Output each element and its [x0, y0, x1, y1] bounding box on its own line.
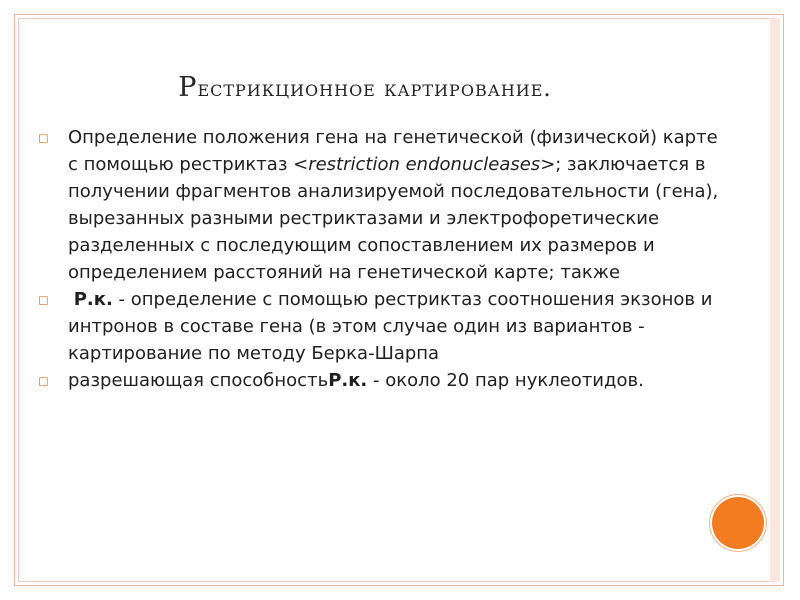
hollow-square-bullet-icon: ◻ — [38, 293, 49, 308]
right-accent-band — [770, 18, 780, 582]
bullet-item-definition — [38, 124, 728, 286]
bullet-item-resolution — [38, 367, 728, 394]
title-rest: естрикционное картирование. — [197, 76, 552, 102]
bullet-text-part: разрешающая способность — [68, 370, 329, 391]
title-initial: Р — [178, 72, 198, 103]
bullet-item-text — [68, 367, 728, 394]
bullet-text-part: >; заключается в получении фрагментов анализируемой последовательности (гена), вырезанных разными рестриктазами и электрофоретические разделенных с последующим сопоставлением их размеров и определением расстояний на генетической карте; также — [68, 154, 719, 283]
bullet-bold-term: Р.к. — [73, 289, 113, 310]
slide-title — [0, 72, 730, 103]
bullet-italic-term: restriction endonucleases — [308, 154, 541, 175]
bullet-text-part: Определение положения гена на генетической (физической) карте с помощью рестриктаз < — [68, 127, 718, 175]
bullet-text-part: - около 20 пар нуклеотидов. — [367, 370, 644, 391]
hollow-square-bullet-icon: ◻ — [38, 131, 49, 146]
bullet-text-part: - определение с помощью рестриктаз соотношения экзонов и интронов в составе гена (в этом случае один из вариантов - картирование по методу Берка-Шарпа — [68, 289, 713, 364]
bullet-item-text — [68, 286, 728, 367]
bullet-list — [38, 124, 728, 394]
orange-circle-decoration — [712, 497, 764, 549]
bullet-item-exons-introns — [38, 286, 728, 367]
hollow-square-bullet-icon: ◻ — [38, 374, 49, 389]
bullet-item-text — [68, 124, 728, 286]
bullet-bold-term: Р.к. — [328, 370, 368, 391]
